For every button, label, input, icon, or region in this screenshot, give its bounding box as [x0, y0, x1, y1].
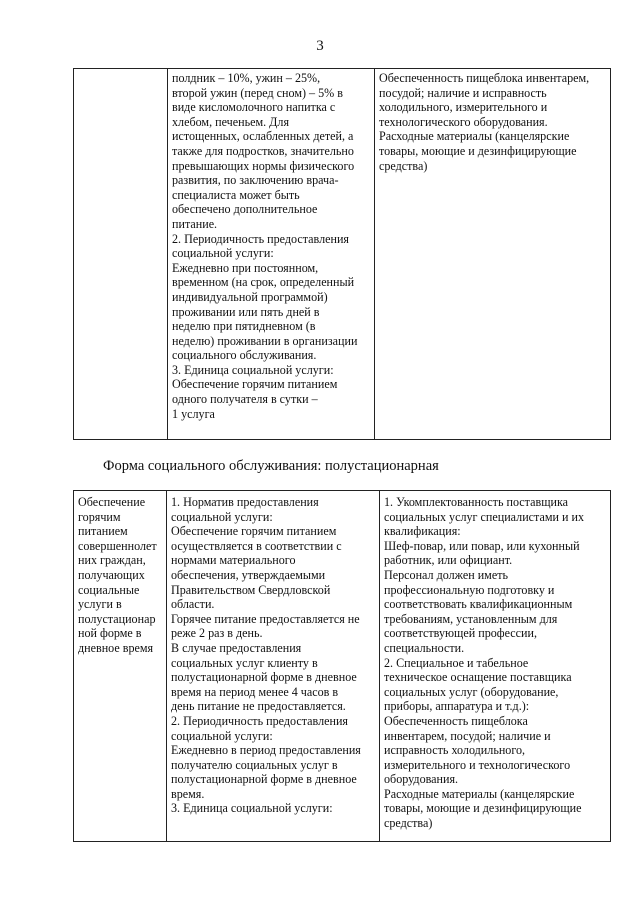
service-conditions-cell: Обеспеченность пищеблока инвентарем, посудой; наличие и исправность холодильного, измерительного и технологического оборудования. Расходные материалы (канцелярские товары, моющие и дезинфицирующие средства)	[375, 69, 611, 440]
service-name-cell: Обеспечение горячим питанием совершеннолет них граждан, получающих социальные услуги в полустационар ной форме в дневное время	[74, 491, 167, 842]
service-conditions-cell: 1. Укомплектованность поставщика социальных услуг специалистами и их квалификация: Шеф-повар, или повар, или кухонный работник, или официант. Персонал должен иметь профессиональную подготовку и соответствовать квалификационным требованиям, установленным для соответствующей профессии, специальности. 2. Специальное и табельное техническое оснащение поставщика социальных услуг (оборудование, приборы, аппаратура и т.д.): Обеспеченность пищеблока инвентарем, посудой; наличие и исправность холодильного, измерительного и технологического оборудования. Расходные материалы (канцелярские товары, моющие и дезинфицирующие средства)	[380, 491, 611, 842]
section-heading: Форма социального обслуживания: полустационарная	[103, 458, 439, 474]
table-row	[74, 69, 611, 440]
service-table-continued	[73, 68, 611, 440]
table-row	[74, 491, 611, 842]
service-table-semistationary	[73, 490, 611, 842]
service-name-cell	[74, 69, 168, 440]
page-number: 3	[316, 38, 324, 54]
service-description-cell: полдник – 10%, ужин – 25%, второй ужин (перед сном) – 5% в виде кисломолочного напитка с хлебом, печеньем. Для истощенных, ослабленных детей, а также для подростков, значительно превышающих нормы физического развития, по заключению врача- специалиста может быть обеспечено дополнительное питание. 2. Периодичность предоставления социальной услуги: Ежедневно при постоянном, временном (на срок, определенный индивидуальной программой) проживании или пять дней в неделю при пятидневном (в неделю) проживании в организации социального обслуживания. 3. Единица социальной услуги: Обеспечение горячим питанием одного получателя в сутки – 1 услуга	[168, 69, 375, 440]
service-description-cell: 1. Норматив предоставления социальной услуги: Обеспечение горячим питанием осуществляется в соответствии с нормами материального обеспечения, утверждаемыми Правительством Свердловской области. Горячее питание предоставляется не реже 2 раз в день. В случае предоставления социальных услуг клиенту в полустационарной форме в дневное время на период менее 4 часов в день питание не предоставляется. 2. Периодичность предоставления социальной услуги: Ежедневно в период предоставления получателю социальных услуг в полустационарной форме в дневное время. 3. Единица социальной услуги:	[167, 491, 380, 842]
